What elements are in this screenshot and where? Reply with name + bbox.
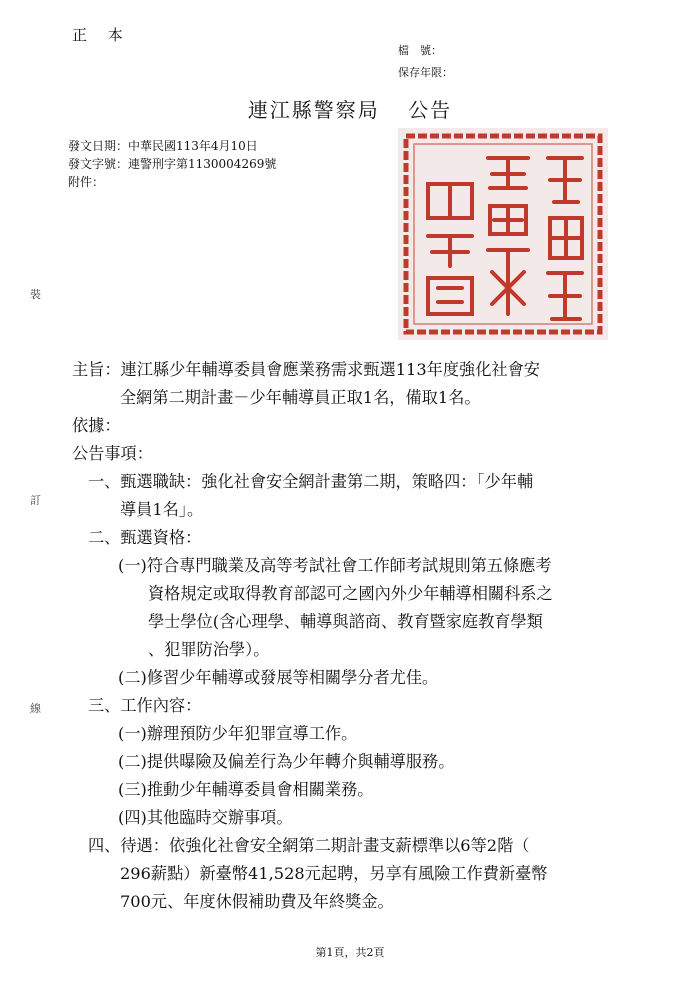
section-3-item-1: (一)辦理預防少年犯罪宣導工作。 bbox=[118, 724, 358, 743]
document-title bbox=[0, 94, 700, 123]
attachment-label: 附件： bbox=[68, 175, 105, 189]
section-3-item-2: (二)提供曝險及偏差行為少年轉介與輔導服務。 bbox=[118, 752, 455, 771]
notice-heading: 公告事項： bbox=[72, 444, 153, 463]
reference-number: 發文字號：連警刑字第1130004269號 bbox=[68, 157, 277, 171]
purpose-line-2: 全網第二期計畫－少年輔導員正取1名，備取1名。 bbox=[120, 388, 481, 407]
issuing-organization: 連江縣警察局 bbox=[247, 98, 380, 122]
section-4-line-2: 296薪點）新臺幣41,528元起聘，另享有風險工作費新臺幣 bbox=[120, 864, 548, 883]
official-seal-stamp bbox=[398, 128, 608, 340]
issue-date: 發文日期：中華民國113年4月10日 bbox=[68, 139, 258, 153]
section-3-item-3: (三)推動少年輔導委員會相關業務。 bbox=[118, 780, 374, 799]
section-2-item-1-line-1: (一)符合專門職業及高等考試社會工作師考試規則第五條應考 bbox=[118, 556, 552, 575]
page-number: 第1頁，共2頁 bbox=[315, 946, 385, 959]
section-4-line-1: 四、待遇：依強化社會安全網第二期計畫支薪標準以6等2階（ bbox=[88, 836, 530, 855]
binding-mark-xian: 線 bbox=[30, 702, 41, 715]
section-1-line-2: 導員1名」。 bbox=[120, 500, 204, 519]
purpose-line-1: 主旨：連江縣少年輔導委員會應業務需求甄選113年度強化社會安 bbox=[72, 360, 540, 379]
seal-graphic bbox=[398, 128, 608, 340]
section-4-line-3: 700元、年度休假補助費及年終獎金。 bbox=[120, 892, 394, 911]
binding-mark-ding: 訂 bbox=[30, 494, 41, 507]
retention-period-label: 保存年限： bbox=[398, 66, 453, 79]
section-2-item-2: (二)修習少年輔導或發展等相關學分者尤佳。 bbox=[118, 668, 439, 687]
file-number-label: 檔 號： bbox=[398, 44, 442, 57]
section-2-item-1-line-3: 學士學位(含心理學、輔導與諮商、教育暨家庭教育學類 bbox=[148, 612, 543, 631]
section-2-heading: 二、甄選資格： bbox=[88, 528, 202, 547]
binding-mark-zhuang: 裝 bbox=[30, 288, 41, 301]
document-type: 公告 bbox=[408, 98, 453, 122]
copy-mark: 正 本 bbox=[72, 26, 131, 44]
section-2-item-1-line-2: 資格規定或取得教育部認可之國內外少年輔導相關科系之 bbox=[148, 584, 553, 603]
section-2-item-1-line-4: 、犯罪防治學）。 bbox=[148, 640, 270, 659]
section-1-line-1: 一、甄選職缺：強化社會安全網計畫第二期，策略四：「少年輔 bbox=[88, 472, 534, 491]
section-3-heading: 三、工作內容： bbox=[88, 696, 202, 715]
basis-label: 依據： bbox=[72, 416, 121, 435]
section-3-item-4: (四)其他臨時交辦事項。 bbox=[118, 808, 293, 827]
